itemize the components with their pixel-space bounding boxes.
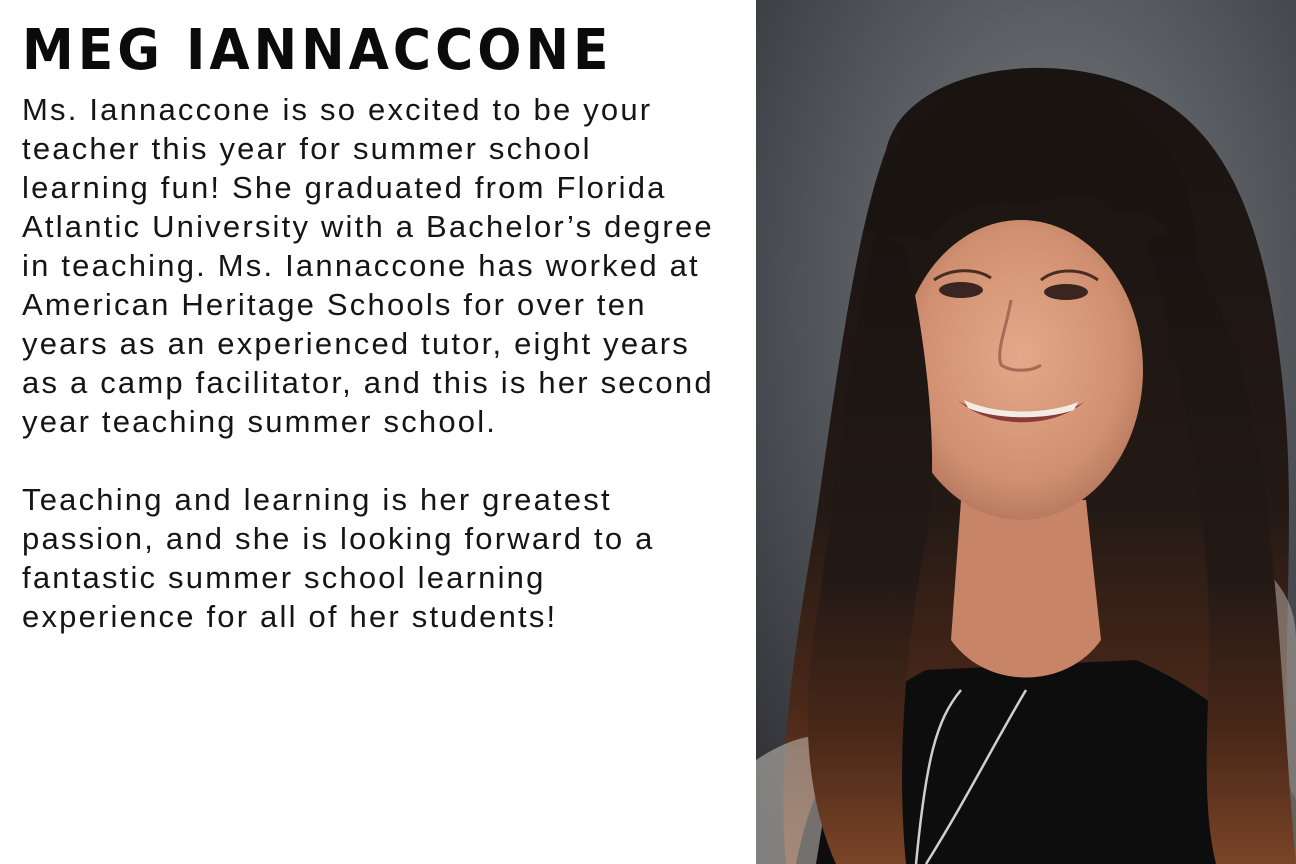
bio-paragraph-1: Ms. Iannaccone is so excited to be your teacher this year for summer school learning fun! She graduated from Florida Atlantic University with a Bachelor’s degree in teaching. Ms. Iannaccone has worked at American Heritage Schools for over ten years as an experienced tutor, eight years as a camp facilitator, and this is her second year teaching summer school. — [22, 92, 714, 439]
portrait-illustration — [756, 0, 1296, 864]
left-eye — [939, 282, 983, 298]
teacher-name: MEG IANNACCONE — [22, 18, 613, 83]
right-eye — [1044, 284, 1088, 300]
neck — [951, 500, 1101, 678]
teacher-portrait-photo — [756, 0, 1296, 864]
bio-text-column — [22, 16, 742, 636]
bio-paragraph-2: Teaching and learning is her greatest passion, and she is looking forward to a fantastic summer school learning experience for all of her students! — [22, 482, 655, 634]
